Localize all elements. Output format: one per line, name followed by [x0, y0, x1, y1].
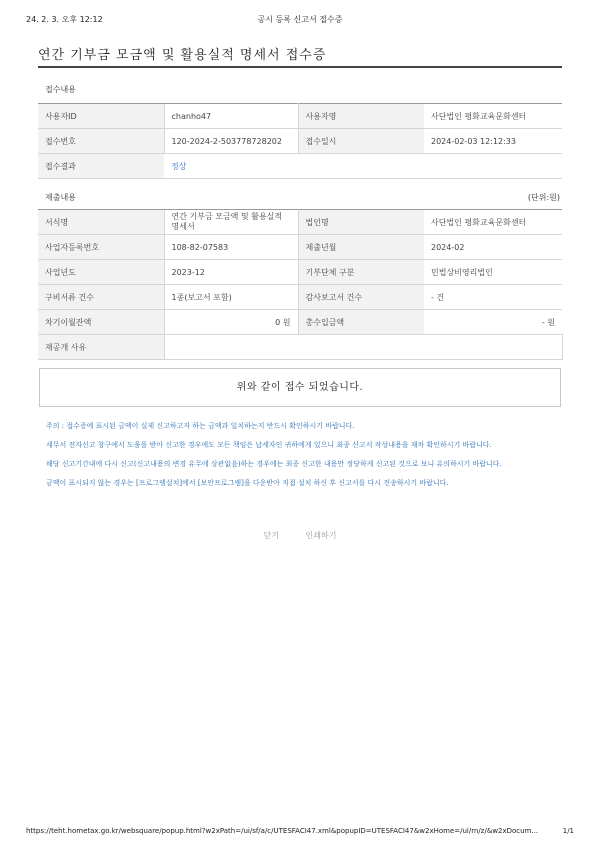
business-year-value: 2023-12: [164, 260, 298, 285]
user-name-label: 사용자명: [298, 104, 424, 129]
receipt-info-table: [38, 103, 562, 179]
note-item: 주의 : 접수증에 표시된 금액이 실제 신고하고자 하는 금액과 일치하는지 반드시 확인하시기 바랍니다.: [46, 422, 355, 430]
corp-name-value: 사단법인 평화교육문화센터: [424, 210, 562, 235]
close-button[interactable]: 닫기: [263, 531, 279, 540]
print-button[interactable]: 인쇄하기: [305, 531, 337, 540]
submit-month-value: 2024-02: [424, 235, 562, 260]
table-row: [38, 310, 562, 335]
receipt-datetime-value: 2024-02-03 12:12:33: [424, 129, 562, 154]
page-number: 1/1: [562, 827, 574, 835]
business-no-label: 사업자등록번호: [38, 235, 164, 260]
print-date: 24. 2. 3. 오후 12:12: [26, 15, 103, 24]
total-income-label: 총수입금액: [298, 310, 424, 335]
note-item: 금액이 표시되지 않는 경우는 [프로그램설치]에서 [보안프로그램]을 다운받아 직접 설치 하신 후 신고서를 다시 전송하시기 바랍니다.: [46, 479, 449, 487]
print-footer: [0, 827, 600, 839]
audit-reports-label: 감사보고서 건수: [298, 285, 424, 310]
unit-label: (단위:원): [527, 193, 560, 202]
table-row: [38, 260, 562, 285]
non-disclosure-label: 재공개 사유: [38, 335, 164, 360]
print-page-title: 공시 등록 신고서 접수증: [257, 15, 343, 24]
note-item: 해당 신고기간내에 다시 신고(신고내용의 변경 유무에 상관없음)하는 경우에는 최종 신고한 내용만 정당하게 신고된 것으로 보니 유의하시기 바랍니다.: [46, 460, 502, 468]
receipt-datetime-label: 접수일시: [298, 129, 424, 154]
table-row: [38, 335, 562, 360]
table-row: [38, 104, 562, 129]
table-row: [38, 154, 562, 179]
document-title: [38, 38, 562, 68]
print-header: [0, 14, 600, 28]
receipt-number-value: 120-2024-2-503778728202: [164, 129, 298, 154]
non-disclosure-value: [164, 335, 562, 360]
action-bar: [0, 530, 600, 541]
carryover-value: 0 원: [164, 310, 298, 335]
business-no-value: 108-82-07583: [164, 235, 298, 260]
corp-name-label: 법인명: [298, 210, 424, 235]
receipt-result-value[interactable]: 정상: [164, 154, 562, 179]
user-name-value: 사단법인 평화교육문화센터: [424, 104, 562, 129]
submission-info-table: [38, 209, 563, 360]
carryover-label: 차기이월잔액: [38, 310, 164, 335]
table-row: [38, 210, 562, 235]
audit-reports-value: - 건: [424, 285, 562, 310]
receipt-result-label: 접수결과: [38, 154, 164, 179]
receipt-message-box: [39, 368, 561, 407]
total-income-value: - 원: [424, 310, 562, 335]
receipt-number-label: 접수번호: [38, 129, 164, 154]
receipt-section-label: 접수내용: [45, 85, 76, 94]
note-item: 세무서 전자신고 창구에서 도움을 받아 신고한 경우에도 모든 책임은 납세자인 귀하에게 있으니 최종 신고서 작성내용을 재차 확인하시기 바랍니다.: [46, 441, 492, 449]
form-name-value: 연간 기부금 모금액 및 활용실적 명세서: [164, 210, 298, 235]
receipt-message: 위와 같이 접수 되었습니다.: [236, 382, 364, 393]
attached-docs-label: 구비서류 건수: [38, 285, 164, 310]
donor-type-value: 민법상비영리법인: [424, 260, 562, 285]
submission-section-label: 제출내용: [45, 193, 76, 202]
submit-month-label: 제출년월: [298, 235, 424, 260]
form-name-label: 서식명: [38, 210, 164, 235]
table-row: [38, 129, 562, 154]
notes: [46, 420, 558, 496]
attached-docs-value: 1종(보고서 포함): [164, 285, 298, 310]
donor-type-label: 기부단체 구분: [298, 260, 424, 285]
user-id-label: 사용자ID: [38, 104, 164, 129]
table-row: [38, 235, 562, 260]
table-row: [38, 285, 562, 310]
business-year-label: 사업년도: [38, 260, 164, 285]
document-title-text: 연간 기부금 모금액 및 활용실적 명세서 접수증: [38, 48, 327, 63]
user-id-value: chanho47: [164, 104, 298, 129]
print-url: https://teht.hometax.go.kr/websquare/popup.html?w2xPath=/ui/sf/a/c/UTESFACI47.xml&popupID=UTESFACI47&w2xHome=/ui/rn/z/&w2xDocum...: [26, 827, 539, 835]
